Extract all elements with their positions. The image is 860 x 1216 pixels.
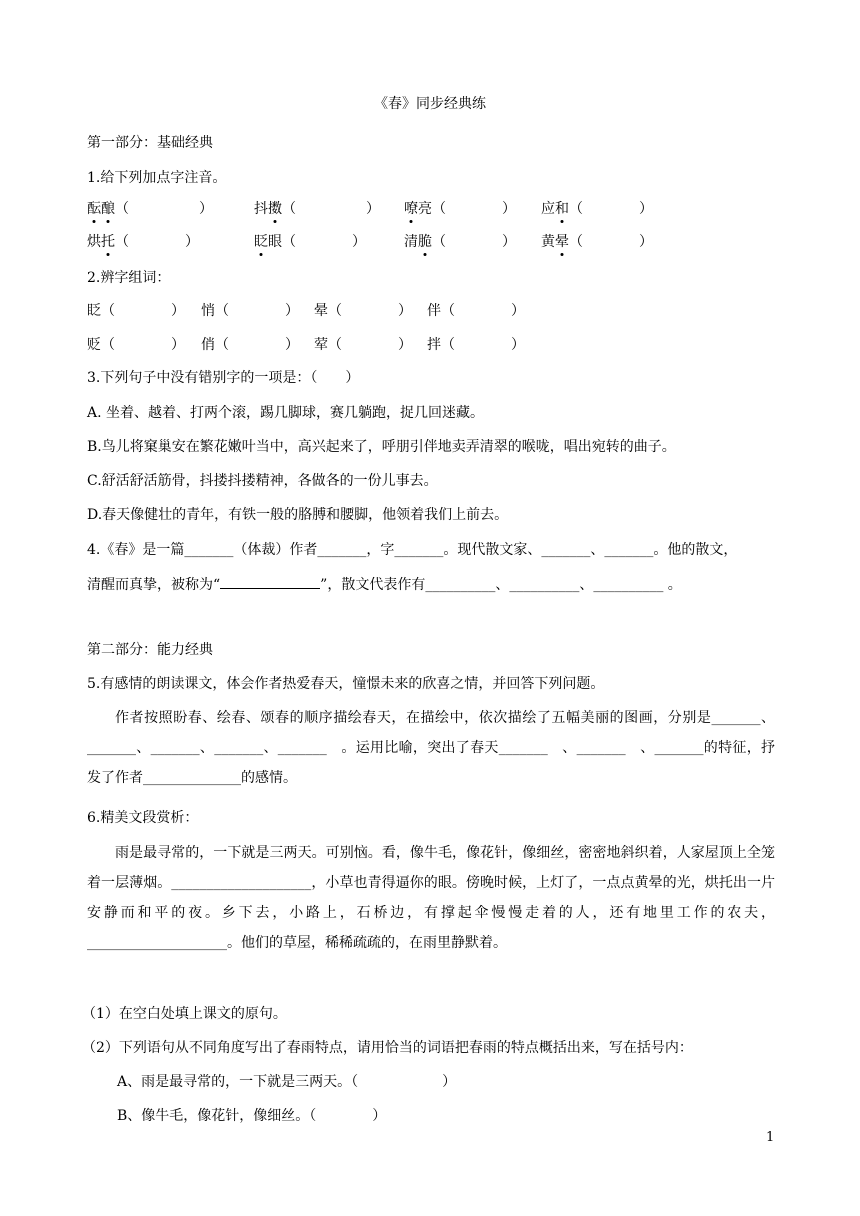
q2-item-4: 伴（ ） bbox=[427, 303, 525, 319]
question-4-line-2: 清醒而真挚，被称为“ ”，散文代表作有__________、__________、__________ 。 bbox=[87, 574, 682, 595]
question-1-stem: 1.给下列加点字注音。 bbox=[87, 170, 227, 186]
q1-item-1: 酝酿（ ） bbox=[87, 201, 213, 217]
q1-item-8: 黄晕（ ） bbox=[541, 234, 653, 250]
q2-item-2: 悄（ ） bbox=[201, 303, 299, 319]
question-5-paragraph: 作者按照盼春、绘春、颂春的顺序描绘春天，在描绘中，依次描绘了五幅美丽的图画，分别是_______、_______、_______、_______、_______ 。运用比喻，突出了春天_______ 、_______ 、_______的特征，抒发了作者______________的感情。 bbox=[87, 710, 775, 786]
q6-sub-question-2-a: A、雨是最寻常的，一下就是三两天。（ ） bbox=[117, 1074, 457, 1090]
q6-sub-question-2: （2）下列语句从不同角度写出了春雨特点，请用恰当的词语把春雨的特点概括出来，写在括号内： bbox=[82, 1040, 693, 1056]
q1-item-6: 眨眼（ ） bbox=[254, 234, 366, 250]
question-5-stem: 5.有感情的朗读课文，体会作者热爱春天，憧憬未来的欣喜之情，并回答下列问题。 bbox=[87, 676, 605, 692]
q2-item-3: 晕（ ） bbox=[314, 303, 412, 319]
q1-item-5: 烘托（ ） bbox=[87, 234, 199, 250]
q6-sub-question-1: （1）在空白处填上课文的原句。 bbox=[82, 1006, 287, 1022]
question-4-line-1: 4.《春》是一篇_______（体裁）作者_______，字_______。现代散文家、_______、_______。他的散文， bbox=[87, 542, 738, 558]
section-heading-part1: 第一部分：基础经典 bbox=[87, 135, 213, 151]
q3-option-b: B.鸟儿将窠巢安在繁花嫩叶当中，高兴起来了，呼朋引伴地卖弄清翠的喉咙，唱出宛转的曲子。 bbox=[87, 439, 676, 455]
question-2-stem: 2.辨字组词： bbox=[87, 270, 171, 286]
q1-item-7: 清脆（ ） bbox=[404, 234, 516, 250]
page-number: 1 bbox=[766, 1130, 775, 1145]
document-title: 《春》同步经典练 bbox=[374, 96, 486, 112]
q6-sub-question-2-b: B、像牛毛，像花针，像细丝。（ ） bbox=[117, 1108, 387, 1124]
question-6-stem: 6.精美文段赏析： bbox=[87, 810, 199, 826]
q3-option-c: C.舒活舒活筋骨，抖搂抖搂精神，各做各的一份儿事去。 bbox=[87, 473, 438, 489]
q2-item-8: 拌（ ） bbox=[427, 337, 525, 353]
q3-option-d: D.春天像健壮的青年，有铁一般的胳膊和腰脚，他领着我们上前去。 bbox=[87, 507, 509, 523]
q1-item-3: 嘹亮（ ） bbox=[404, 201, 516, 217]
section-heading-part2: 第二部分：能力经典 bbox=[87, 642, 213, 658]
q1-item-2: 抖擞（ ） bbox=[254, 201, 380, 217]
q2-item-7: 荤（ ） bbox=[314, 337, 412, 353]
q3-option-a: A. 坐着、越着、打两个滚，踢几脚球，赛几躺跑，捉几回迷藏。 bbox=[87, 405, 485, 421]
q2-item-5: 贬（ ） bbox=[87, 337, 185, 353]
q2-item-1: 眨（ ） bbox=[87, 303, 185, 319]
question-6-passage: 雨是最寻常的，一下就是三两天。可别恼。看，像牛毛，像花针，像细丝，密密地斜织着，人家屋顶上全笼着一层薄烟。____________________，小草也青得逼你的眼。傍晚时候，上灯了，一点点黄晕的光，烘托出一片安静而和平的夜。乡下去，小路上，石桥边，有撑起伞慢慢走着的人，还有地里工作的农夫，____________________。他们的草屋，稀稀疏疏的，在雨里静默着。 bbox=[87, 845, 775, 951]
q1-item-4: 应和（ ） bbox=[541, 201, 653, 217]
q2-item-6: 俏（ ） bbox=[201, 337, 299, 353]
question-3-stem: 3.下列句子中没有错别字的一项是：（ ） bbox=[87, 370, 360, 386]
